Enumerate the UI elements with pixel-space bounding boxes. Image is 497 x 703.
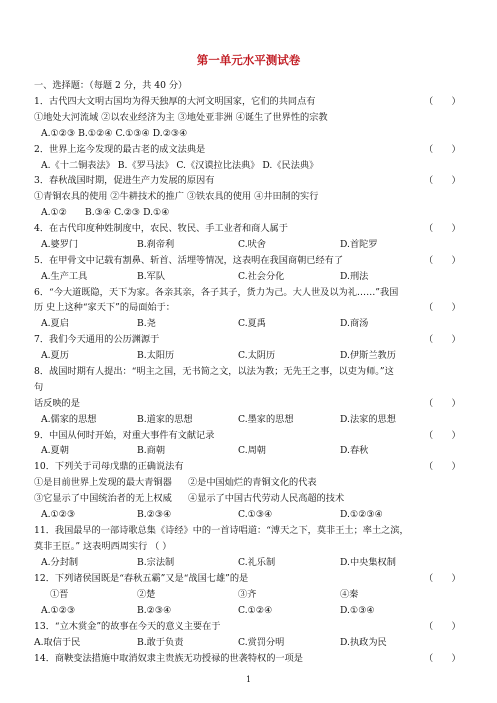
text-line [0, 540, 497, 554]
text-segment: D.执政为民 [340, 637, 387, 648]
text-line [0, 508, 497, 522]
text-line [0, 572, 497, 586]
text-segment: A.婆罗门 [41, 239, 79, 250]
text-line [0, 604, 497, 618]
answer-parentheses: （ ） [424, 653, 461, 664]
text-segment: 14．商鞅变法措施中取消奴隶主贵族无功授禄的世袭特权的一项是 [34, 653, 303, 664]
text-segment: D.刑法 [340, 271, 369, 282]
text-segment: 1．古代四大文明古国均为得天独厚的大河文明国家，它们的共同点有 [34, 96, 316, 107]
text-segment: D.①③④ [340, 605, 375, 616]
text-segment: D.①②③④ [340, 509, 383, 520]
text-segment: B.尧 [137, 318, 156, 329]
answer-parentheses: （ ） [424, 223, 461, 234]
answer-parentheses: （ ） [424, 430, 461, 441]
text-segment: C.吠舍 [238, 239, 266, 250]
text-line [0, 444, 497, 458]
answer-parentheses: （ ） [424, 334, 461, 345]
answer-parentheses: （ ） [424, 175, 461, 186]
text-line [0, 111, 497, 125]
text-line [0, 524, 497, 538]
text-line [0, 333, 497, 347]
text-segment: B.太阳历 [137, 350, 175, 361]
text-segment: A.儒家的思想 [41, 414, 97, 425]
text-line [0, 174, 497, 188]
text-line [0, 238, 497, 252]
text-line [0, 79, 497, 93]
text-segment: 句 [34, 382, 44, 393]
page-number: 1 [245, 675, 252, 684]
text-segment: 13．“立木赏金”的故事在今天的意义主要在于 [34, 621, 221, 632]
text-segment: A.分封制 [41, 557, 79, 568]
answer-parentheses: （ ） [424, 144, 461, 155]
text-segment: ②是中国灿烂的青铜文化的代表 [188, 477, 317, 488]
text-segment: 5．在甲骨文中记载有割鼻、斩首、活埋等情况，这表明在我国商朝已经有了 [34, 255, 344, 266]
text-line [0, 636, 497, 650]
text-segment: 10．下列关于司母戊鼎的正确说法有 [34, 461, 184, 472]
text-segment: ③齐 [238, 589, 257, 600]
text-segment: D.中央集权制 [340, 557, 396, 568]
answer-parentheses: （ ） [424, 302, 461, 313]
text-line [0, 492, 497, 506]
answer-parentheses: （ ） [424, 573, 461, 584]
text-segment: ①青铜农具的使用 ②牛耕技术的推广 ③铁农具的使用 ④井田制的实行 [34, 191, 319, 202]
text-segment: ①是目前世界上发现的最大青铜器 [34, 477, 172, 488]
text-segment: A.①②③ [41, 605, 76, 616]
text-segment: B.商朝 [137, 445, 166, 456]
text-segment: A.取信于民 [34, 637, 81, 648]
text-segment: C.礼乐制 [238, 557, 276, 568]
text-segment: C.社会分化 [238, 271, 285, 282]
text-line [0, 381, 497, 395]
text-segment: 话反映的是 [34, 398, 80, 409]
text-line [0, 476, 497, 490]
answer-parentheses: （ ） [424, 398, 461, 409]
text-segment: D.伊斯兰教历 [340, 350, 396, 361]
text-segment: 6．“今大道既隐，天下为家。各亲其亲，各子其子，货力为己。大人世及以为礼……”我国 [34, 287, 399, 298]
text-segment: 3．春秋战国时期，促进生产力发展的原因有 [34, 175, 215, 186]
text-segment: 9．中国从何时开始，对重大事件有文献记录 [34, 430, 215, 441]
text-line [0, 429, 497, 443]
text-segment: D.春秋 [340, 445, 369, 456]
text-segment: 一、选择题：（每题 2 分，共 40 分） [34, 80, 188, 91]
text-segment: A.生产工具 [41, 271, 88, 282]
text-segment: 莫非王臣。” 这表明西周实行 （ ） [34, 541, 172, 552]
answer-parentheses: （ ） [424, 621, 461, 632]
text-segment: 历 史上这种“家天下”的局面始于： [34, 302, 175, 313]
text-segment: A.夏启 [41, 318, 69, 329]
text-segment: ③它显示了中国统治者的无上权威 [34, 493, 172, 504]
text-line [0, 301, 497, 315]
text-segment: C.①②④ [238, 605, 273, 616]
text-segment: ④秦 [340, 589, 359, 600]
text-segment: ①晋 [50, 589, 69, 600]
text-segment: A.夏朝 [41, 445, 69, 456]
text-line [0, 286, 497, 300]
text-segment: B.②③④ [137, 509, 172, 520]
text-segment: A.《十二铜表法》 B.《罗马法》 C.《汉谟拉比法典》 D.《民法典》 [41, 160, 319, 171]
text-line [0, 460, 497, 474]
text-line [0, 127, 497, 141]
text-segment: D.法家的思想 [340, 414, 396, 425]
text-line [0, 190, 497, 204]
text-segment: 7．我们今天通用的公历渊源于 [34, 334, 160, 345]
text-segment: C.太阴历 [238, 350, 276, 361]
text-segment: 12．下列诸侯国既是“春秋五霸”又是“战国七雄”的是 [34, 573, 249, 584]
text-line [0, 317, 497, 331]
text-segment: C.墨家的思想 [238, 414, 294, 425]
text-segment: A.①②③ B.①②④ C.①③④ D.②③④ [41, 128, 188, 139]
text-segment: D.首陀罗 [340, 239, 378, 250]
text-line [0, 620, 497, 634]
text-segment: 4．在古代印度种姓制度中，农民、牧民、手工业者和商人属于 [34, 223, 288, 234]
text-segment: A.①②③ [41, 509, 76, 520]
text-segment: B.敢于负责 [137, 637, 184, 648]
text-line [0, 270, 497, 284]
text-segment: D.商汤 [340, 318, 369, 329]
text-line [0, 159, 497, 173]
text-line [0, 413, 497, 427]
text-segment: 2．世界上迄今发现的最古老的成文法典是 [34, 144, 206, 155]
text-line [0, 588, 497, 602]
text-segment: ①地处大河流域 ②以农业经济为主 ③地处亚非洲 ④诞生了世界性的宗教 [34, 112, 328, 123]
text-segment: C.赏罚分明 [238, 637, 285, 648]
text-line [0, 222, 497, 236]
text-segment: C.①③④ [238, 509, 273, 520]
text-line [0, 652, 497, 666]
text-segment: ④显示了中国古代劳动人民高超的技术 [188, 493, 345, 504]
text-segment: C.周朝 [238, 445, 266, 456]
text-line [0, 349, 497, 363]
answer-parentheses: （ ） [424, 461, 461, 472]
text-segment: 11．我国最早的一部诗歌总集《诗经》中的一首诗唱道：“溥天之下，莫非王土；率土之滨， [34, 525, 409, 536]
text-segment: B.道家的思想 [137, 414, 193, 425]
text-segment: ②楚 [137, 589, 156, 600]
text-segment: C.夏禹 [238, 318, 266, 329]
text-line [0, 397, 497, 411]
text-segment: A.①② [41, 207, 68, 218]
answer-parentheses: （ ） [424, 96, 461, 107]
text-line [0, 143, 497, 157]
text-segment: B.②③④ [137, 605, 172, 616]
text-line [0, 254, 497, 268]
text-segment: B.宗法制 [137, 557, 175, 568]
text-segment: B.③④ C.②③ D.①④ [85, 207, 170, 218]
text-segment: 8．战国时期有人提出：“明主之国，无书简之文，以法为教；无先王之事，以吏为师。”这 [34, 366, 394, 377]
text-line [0, 206, 497, 220]
text-line [0, 365, 497, 379]
text-segment: B.刹帝利 [137, 239, 175, 250]
page-title: 第一单元水平测试卷 [196, 53, 301, 67]
text-segment: A.夏历 [41, 350, 69, 361]
answer-parentheses: （ ） [424, 255, 461, 266]
text-line [0, 556, 497, 570]
text-segment: B.军队 [137, 271, 166, 282]
text-line [0, 95, 497, 109]
